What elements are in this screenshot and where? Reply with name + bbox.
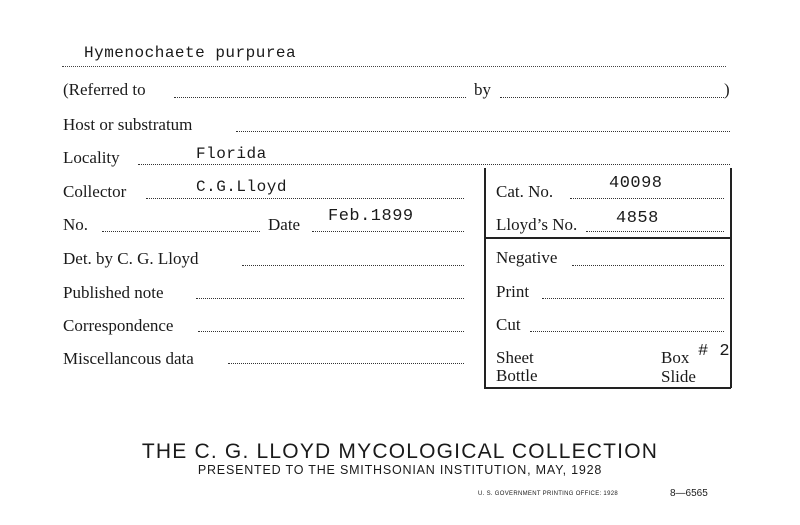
lloyd-no-value: 4858 bbox=[616, 209, 659, 228]
box-left-border bbox=[484, 168, 486, 388]
date-field bbox=[312, 231, 464, 232]
species-name: Hymenochaete purpurea bbox=[84, 44, 297, 62]
collection-title: THE C. G. LLOYD MYCOLOGICAL COLLECTION bbox=[141, 440, 659, 463]
published-note-label: Published note bbox=[63, 283, 164, 302]
box-right-border bbox=[730, 168, 732, 388]
form-number: 8—6565 bbox=[670, 488, 708, 499]
species-rule bbox=[62, 66, 726, 67]
referred-to-field bbox=[174, 97, 466, 98]
close-paren: ) bbox=[724, 80, 730, 99]
cat-no-value: 40098 bbox=[609, 174, 663, 193]
cut-label: Cut bbox=[496, 315, 521, 334]
collector-field bbox=[146, 198, 464, 199]
print-field bbox=[542, 298, 724, 299]
bottle-label: Bottle bbox=[496, 366, 538, 385]
box-bottom-border bbox=[484, 387, 731, 389]
det-by-label: Det. by C. G. Lloyd bbox=[63, 249, 199, 268]
slide-label: Slide bbox=[661, 367, 696, 386]
locality-value: Florida bbox=[196, 145, 267, 163]
collector-value: C.G.Lloyd bbox=[196, 178, 287, 196]
cat-no-field bbox=[570, 198, 724, 199]
referred-to-label: (Referred to bbox=[63, 80, 146, 99]
box-label: Box bbox=[661, 348, 690, 367]
date-value: Feb.1899 bbox=[328, 207, 414, 226]
lloyd-no-label: Lloyd’s No. bbox=[496, 215, 578, 234]
negative-field bbox=[572, 265, 724, 266]
print-label: Print bbox=[496, 282, 530, 301]
correspondence-field bbox=[198, 331, 464, 332]
box-value: # 2 bbox=[698, 342, 731, 361]
cut-field bbox=[530, 331, 724, 332]
printing-office-note: U. S. GOVERNMENT PRINTING OFFICE: 1928 bbox=[478, 491, 618, 497]
misc-data-label: Miscellancous data bbox=[63, 349, 194, 368]
collection-subtitle: PRESENTED TO THE SMITHSONIAN INSTITUTION, MAY, 1928 bbox=[197, 463, 603, 477]
published-note-field bbox=[196, 298, 464, 299]
misc-data-field bbox=[228, 363, 464, 364]
lloyd-no-field bbox=[586, 231, 724, 232]
no-label: No. bbox=[63, 215, 89, 234]
sheet-label: Sheet bbox=[496, 348, 534, 367]
locality-field bbox=[138, 164, 730, 165]
det-by-field bbox=[242, 265, 464, 266]
negative-label: Negative bbox=[496, 248, 558, 267]
host-label: Host or substratum bbox=[63, 115, 193, 134]
cat-no-label: Cat. No. bbox=[496, 182, 554, 201]
by-label: by bbox=[474, 80, 491, 99]
correspondence-label: Correspondence bbox=[63, 316, 174, 335]
host-field bbox=[236, 131, 730, 132]
box-divider bbox=[484, 237, 731, 239]
by-field bbox=[500, 97, 724, 98]
date-label: Date bbox=[268, 215, 301, 234]
no-field bbox=[102, 231, 260, 232]
collector-label: Collector bbox=[63, 182, 127, 201]
locality-label: Locality bbox=[63, 148, 120, 167]
